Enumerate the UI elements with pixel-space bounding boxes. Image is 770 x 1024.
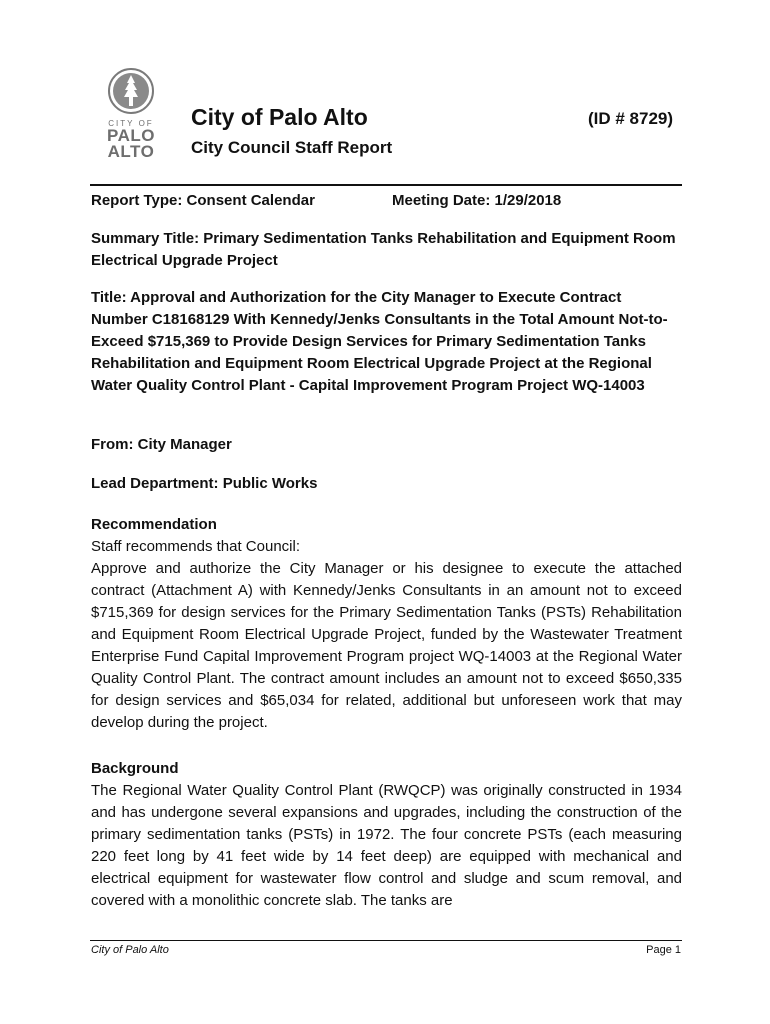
- city-title: City of Palo Alto: [191, 104, 368, 130]
- redwood-tree-seal-icon: [106, 66, 156, 116]
- from-line: From: City Manager: [91, 436, 232, 453]
- recommendation-intro: Staff recommends that Council:: [91, 538, 300, 555]
- background-body: The Regional Water Quality Control Plant (RWQCP) was originally constructed in 1934 and has undergone several expansions and upgrades, including the construction of the primary sedimentation tanks (PSTs) in 1972. The four concrete PSTs (each measuring 220 feet long by 41 feet wide by 14 feet deep) are equipped with mechanical and electrical equipment for wastewater flow control and sludge and scum removal, and covered with a monolithic concrete slab. The tanks are: [91, 782, 682, 909]
- report-subtitle: City Council Staff Report: [191, 138, 393, 157]
- meeting-date: Meeting Date: 1/29/2018: [392, 192, 562, 209]
- logo-palo: PALO: [107, 126, 155, 145]
- background-heading: Background: [91, 760, 179, 777]
- background-section: [91, 758, 682, 912]
- report-type: Report Type: Consent Calendar: [91, 192, 315, 209]
- city-logo: [106, 66, 156, 162]
- footer-city: City of Palo Alto: [91, 944, 169, 956]
- recommendation-heading: Recommendation: [91, 516, 217, 533]
- report-id: (ID # 8729): [588, 109, 674, 128]
- recommendation-body: Approve and authorize the City Manager or his designee to execute the attached contract (Attachment A) with Kennedy/Jenks Consultants in an amount not to exceed $715,369 for design services for the Primary Sedimentation Tanks (PSTs) Rehabilitation and Equipment Room Electrical Upgrade Project, funded by the Wastewater Treatment Enterprise Fund Capital Improvement Program project WQ-14003 at the Regional Water Quality Control Plant. The contract amount includes an amount not to exceed $650,335 for design services and $65,034 for related, additional but unforeseen work that may develop during the project.: [91, 560, 682, 731]
- page-number: Page 1: [646, 944, 681, 956]
- header-divider: [90, 184, 682, 186]
- lead-department: Lead Department: Public Works: [91, 475, 318, 492]
- recommendation-section: [91, 514, 682, 734]
- summary-title: Summary Title: Primary Sedimentation Tanks Rehabilitation and Equipment Room Electrical Upgrade Project: [91, 230, 676, 269]
- report-title: Title: Approval and Authorization for the City Manager to Execute Contract Number C18168129 With Kennedy/Jenks Consultants in the Total Amount Not-to-Exceed $715,369 to Provide Design Services for Primary Sedimentation Tanks Rehabilitation and Equipment Room Electrical Upgrade Project at the Regional Water Quality Control Plant - Capital Improvement Program Project WQ-14003: [91, 289, 668, 394]
- logo-alto: ALTO: [107, 142, 155, 161]
- logo-city-of: CITY OF: [108, 119, 154, 128]
- footer-divider: [90, 940, 682, 941]
